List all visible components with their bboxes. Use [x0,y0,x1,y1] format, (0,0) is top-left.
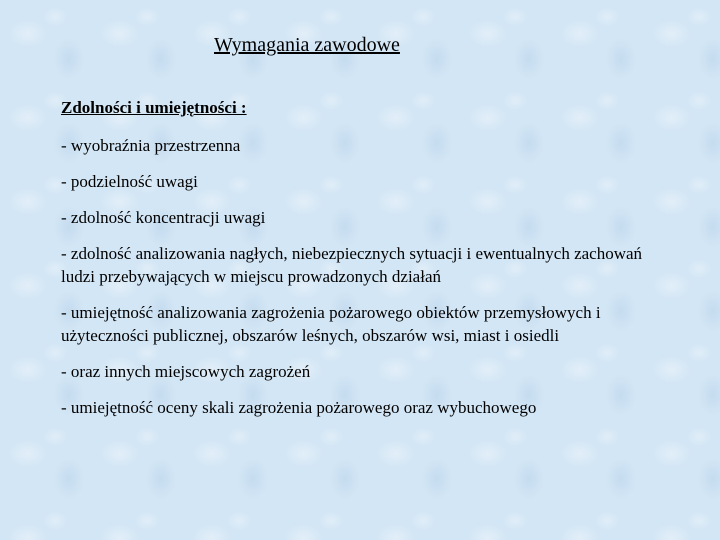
slide-content [61,96,661,432]
list-item: - umiejętność oceny skali zagrożenia pożarowego oraz wybuchowego [61,398,537,417]
list-item: - wyobraźnia przestrzenna [61,136,241,155]
list-item: - oraz innych miejscowych zagrożeń [61,362,311,381]
section-heading: Zdolności i umiejętności : [61,98,247,117]
list-item: - podzielność uwagi [61,172,198,191]
slide-title: Wymagania zawodowe [214,34,400,56]
list-item: - zdolność koncentracji uwagi [61,208,266,227]
list-item: - umiejętność analizowania zagrożenia pożarowego obiektów przemysłowych i użyteczności publicznej, obszarów leśnych, obszarów wsi, miast i osiedli [61,303,601,345]
list-item: - zdolność analizowania nagłych, niebezpiecznych sytuacji i ewentualnych zachowań ludzi przebywających w miejscu prowadzonych działań [61,244,643,286]
